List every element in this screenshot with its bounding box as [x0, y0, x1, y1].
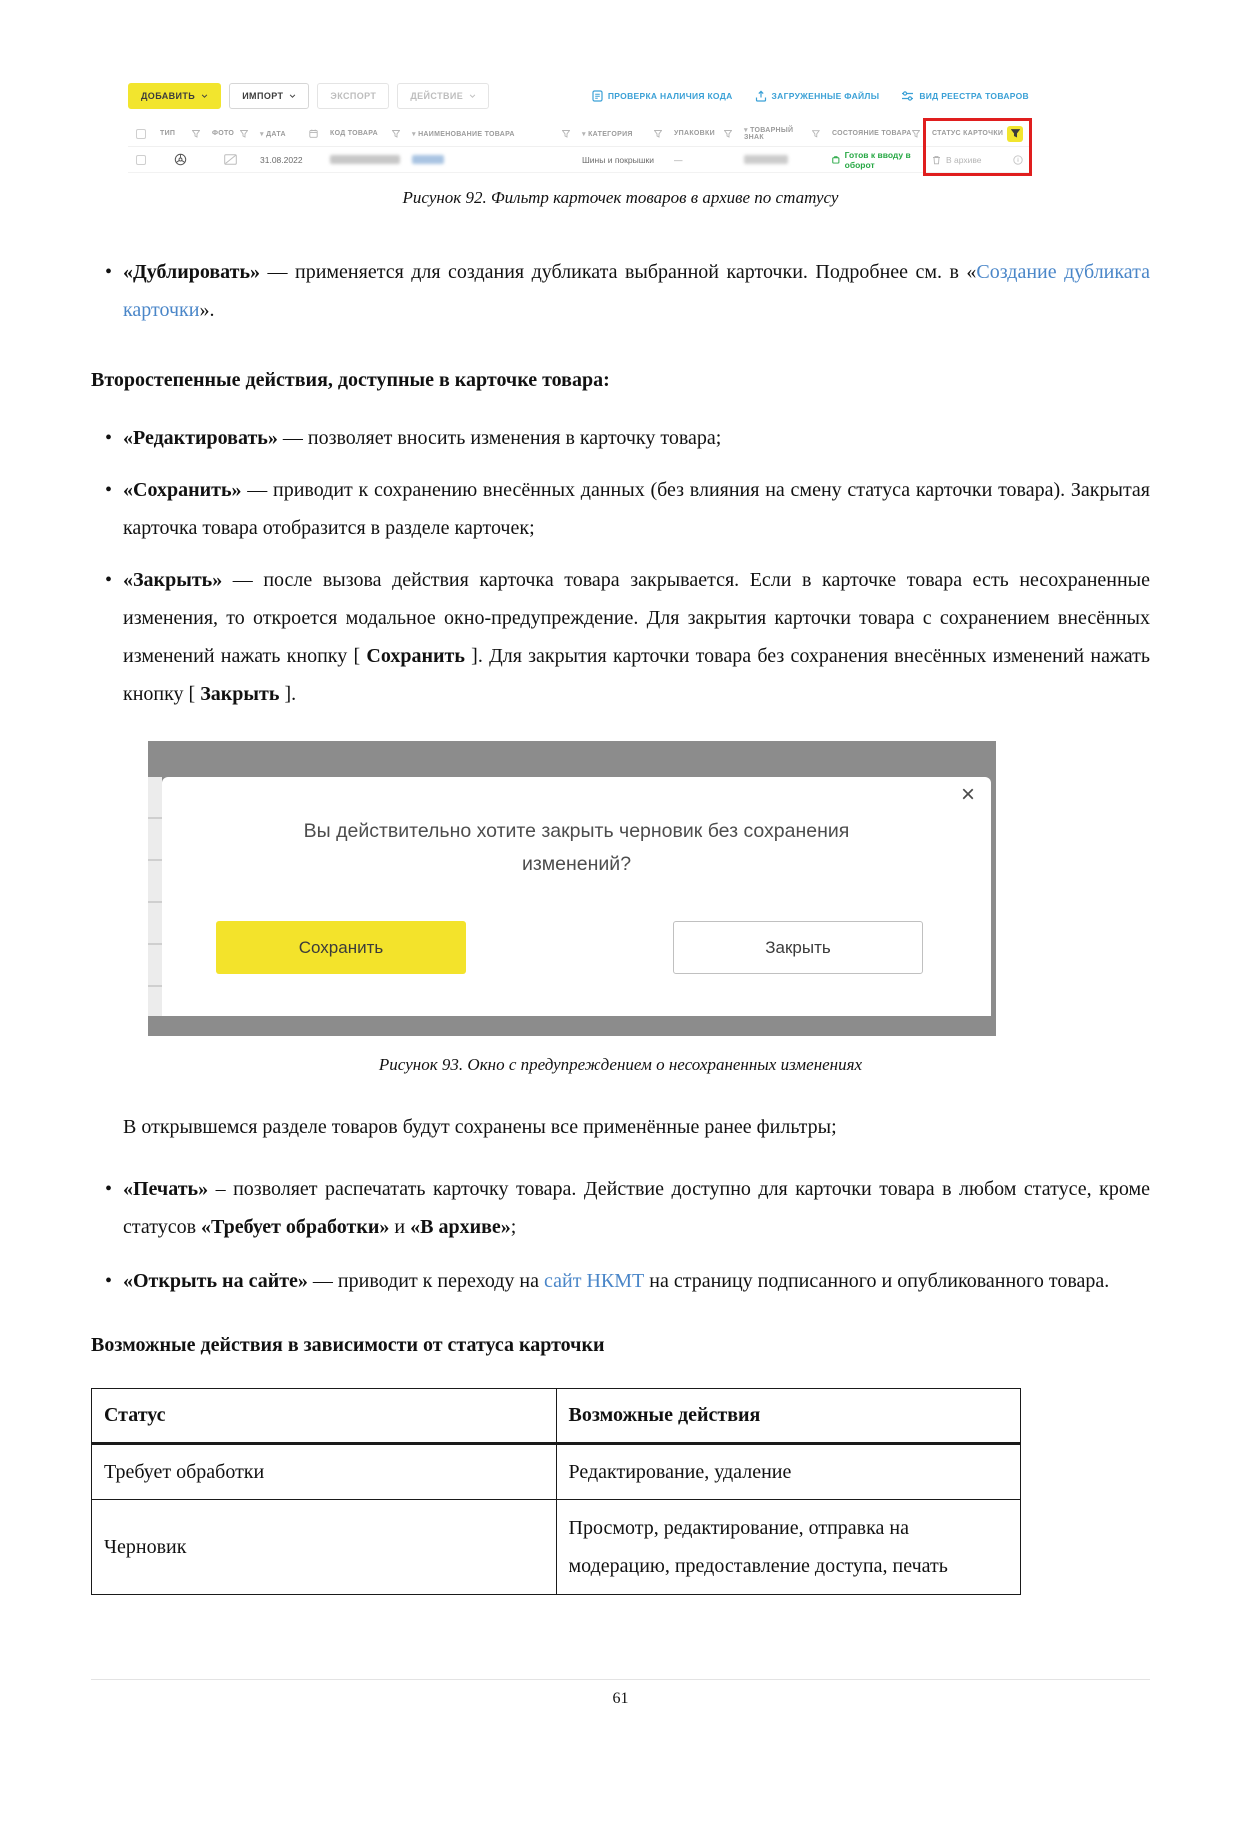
background-page-peek: [148, 777, 162, 1016]
products-table-header: [128, 121, 1029, 147]
row-category: Шины и покрышки: [582, 154, 654, 165]
row-status-label: В архиве: [946, 154, 982, 165]
filter-icon[interactable]: [912, 130, 920, 138]
table-row: [92, 1500, 1021, 1595]
import-button[interactable]: [229, 83, 309, 109]
trash-icon[interactable]: [932, 155, 941, 165]
col-status-label: СТАТУС КАРТОЧКИ: [932, 130, 1004, 137]
col-name-label[interactable]: ▾ НАИМЕНОВАНИЕ ТОВАРА: [412, 130, 515, 138]
row-packages: —: [674, 154, 683, 165]
status-table-header-status: Статус: [92, 1389, 557, 1444]
bullet-edit: • «Редактировать» — позволяет вносить изменения в карточку товара;: [91, 419, 1150, 457]
status-table-header-row: [92, 1389, 1021, 1444]
figure-93-screenshot: [148, 741, 996, 1036]
filter-icon[interactable]: [192, 130, 200, 138]
modal-close-button[interactable]: Закрыть: [673, 921, 923, 974]
row-name-redacted[interactable]: [412, 155, 444, 164]
document-check-icon: [592, 90, 603, 102]
registry-toolbar: [128, 83, 1029, 109]
products-table: [128, 121, 1029, 173]
table-row: [92, 1444, 1021, 1500]
close-icon[interactable]: ×: [960, 781, 975, 808]
uploaded-files-link[interactable]: [755, 90, 880, 102]
bullet-print: • «Печать» – позволяет распечатать карточку товара. Действие доступно для карточки товара в любом статусе, кроме статусов «Требует обработки» и «В архиве»;: [91, 1170, 1150, 1246]
select-all-checkbox[interactable]: [136, 129, 146, 139]
photo-placeholder-icon: [224, 154, 237, 165]
modal-message: Вы действительно хотите закрыть черновик без сохранения изменений?: [303, 820, 850, 875]
export-button-label: ЭКСПОРТ: [330, 91, 377, 101]
export-button[interactable]: [317, 83, 389, 109]
footer-divider: [91, 1679, 1150, 1680]
status-cell: Черновик: [92, 1500, 557, 1595]
col-state-label: СОСТОЯНИЕ ТОВАРА: [832, 130, 912, 137]
row-state: [832, 150, 920, 170]
add-button-label: ДОБАВИТЬ: [141, 91, 196, 101]
row-code-redacted: [330, 155, 400, 164]
import-button-label: ИМПОРТ: [242, 91, 284, 101]
col-date-label[interactable]: ▾ ДАТА: [260, 130, 286, 138]
col-type-label: ТИП: [160, 130, 176, 137]
action-button[interactable]: [397, 83, 489, 109]
registry-view-label: ВИД РЕЕСТРА ТОВАРОВ: [919, 91, 1029, 101]
figure-92-caption: Рисунок 92. Фильтр карточек товаров в архиве по статусу: [402, 188, 839, 207]
row-state-label: Готов к вводу в оборот: [844, 149, 911, 170]
modal-save-button[interactable]: Сохранить: [216, 921, 466, 974]
chevron-down-icon: [469, 94, 476, 98]
row-trademark-redacted: [744, 155, 788, 164]
status-filter-active[interactable]: [1007, 126, 1023, 142]
filter-icon[interactable]: [724, 130, 732, 138]
filter-icon: [1011, 129, 1020, 138]
tire-type-icon: [174, 153, 187, 166]
bullet-save: • «Сохранить» — приводит к сохранению внесённых данных (без влияния на смену статуса карточки товара). Закрытая карточка товара отобразится в разделе карточек;: [91, 471, 1150, 547]
bullet-duplicate: • «Дублировать» — применяется для создания дубликата выбранной карточки. Подробнее см. в «Создание дубликата карточки».: [91, 253, 1150, 329]
product-row[interactable]: [128, 147, 1029, 173]
add-button[interactable]: [128, 83, 221, 109]
heading-status-actions: Возможные действия в зависимости от статуса карточки: [91, 1334, 605, 1356]
text-link[interactable]: сайт НКМТ: [544, 1270, 645, 1292]
filter-icon[interactable]: [812, 130, 820, 138]
registry-view-link[interactable]: [901, 90, 1029, 102]
figure-92-screenshot: [128, 83, 1029, 173]
col-photo-label: ФОТО: [212, 130, 235, 137]
calendar-icon[interactable]: [309, 129, 318, 138]
box-state-icon: [832, 155, 840, 165]
bullet-close: • «Закрыть» — после вызова действия карточка товара закрывается. Если в карточке товара есть несохраненные изменения, то откроется модальное окно-предупреждение. Для закрытия карточки товара с сохранением внесённых изменений нажать кнопку [ Сохранить ]. Для закрытия карточки товара без сохранения внесённых изменений нажать кнопку [ Закрыть ].: [91, 561, 1150, 713]
status-cell: Требует обработки: [92, 1444, 557, 1500]
row-date: 31.08.2022: [260, 154, 303, 165]
upload-icon: [755, 90, 767, 102]
check-code-label: ПРОВЕРКА НАЛИЧИЯ КОДА: [607, 91, 733, 101]
filter-icon[interactable]: [654, 130, 662, 138]
filter-icon[interactable]: [392, 130, 400, 138]
check-code-link[interactable]: [592, 90, 733, 102]
chevron-down-icon: [289, 94, 296, 98]
text-link[interactable]: Создание дубликата карточки: [123, 261, 1151, 321]
col-code-label: КОД ТОВАРА: [330, 130, 378, 137]
actions-cell: Редактирование, удаление: [556, 1444, 1021, 1500]
figure-93-caption: Рисунок 93. Окно с предупреждением о несохраненных изменениях: [378, 1055, 863, 1074]
paragraph-filters: В открывшемся разделе товаров будут сохранены все применённые ранее фильтры;: [123, 1116, 837, 1138]
col-category-label[interactable]: ▾ КАТЕГОРИЯ: [582, 130, 633, 138]
bullet-open-site: • «Открыть на сайте» — приводит к переходу на сайт НКМТ на страницу подписанного и опубликованного товара.: [91, 1262, 1150, 1300]
action-button-label: ДЕЙСТВИЕ: [410, 91, 464, 101]
status-table-header-actions: Возможные действия: [556, 1389, 1021, 1444]
col-trademark-label[interactable]: ▾ ТОВАРНЫЙ ЗНАК: [744, 126, 812, 141]
uploaded-files-label: ЗАГРУЖЕННЫЕ ФАЙЛЫ: [771, 91, 880, 101]
page-number: 61: [612, 1690, 629, 1707]
chevron-down-icon: [201, 94, 208, 98]
filter-icon[interactable]: [240, 130, 248, 138]
info-icon[interactable]: [1013, 155, 1023, 165]
settings-sliders-icon: [901, 90, 914, 102]
warning-modal: [162, 777, 991, 1016]
col-packages-label: УПАКОВКИ: [674, 130, 715, 137]
heading-secondary-actions: Второстепенные действия, доступные в карточке товара:: [91, 369, 610, 391]
filter-icon[interactable]: [562, 130, 570, 138]
status-actions-table: [91, 1388, 1021, 1595]
actions-cell: Просмотр, редактирование, отправка на модерацию, предоставление доступа, печать: [556, 1500, 1021, 1595]
row-checkbox[interactable]: [136, 155, 146, 165]
